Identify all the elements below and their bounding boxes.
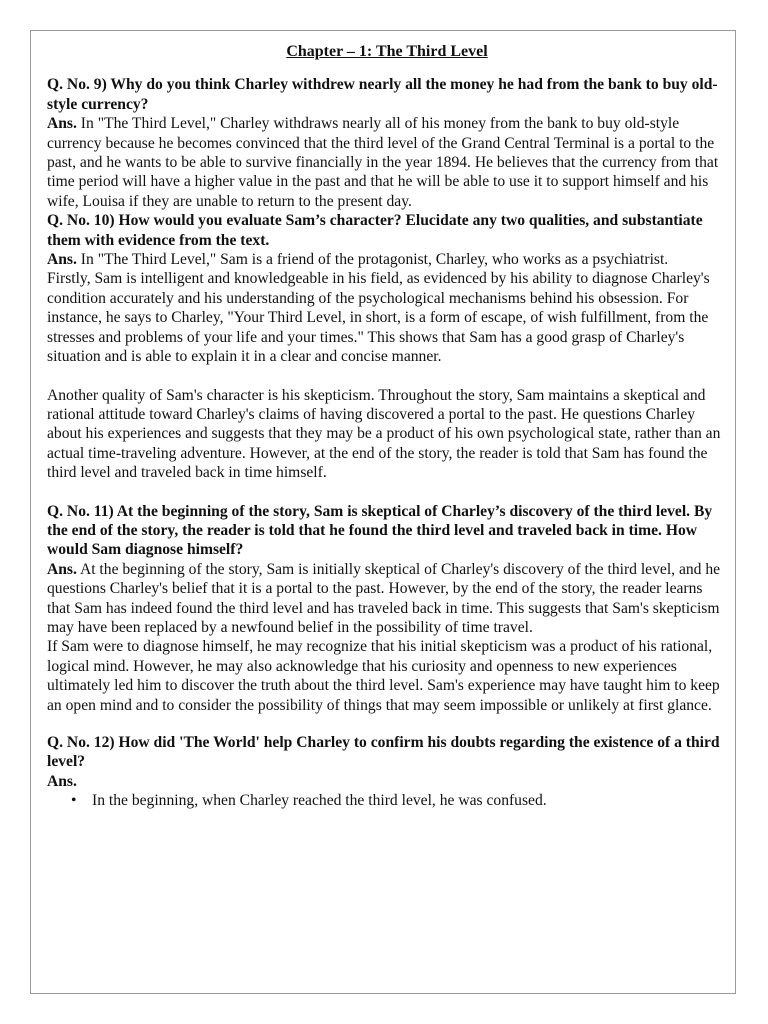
- answer-12-label: Ans.: [47, 772, 77, 790]
- answer-11-text: At the beginning of the story, Sam is initially skeptical of Charley's discovery of the third level, and he questions Charley's belief that it is a portal to the past. However, by the end of the story, the reader learns that Sam has indeed found the third level and has traveled back in time. This suggests that Sam's skepticism may have been replaced by a newfound belief in the possibility of time travel.: [47, 560, 721, 636]
- question-9: Q. No. 9) Why do you think Charley withdrew nearly all the money he had from the bank to buy old-style currency?: [47, 76, 718, 113]
- paragraph-gap: [47, 367, 727, 386]
- answer-label: Ans.: [47, 251, 77, 269]
- question-12: Q. No. 12) How did 'The World' help Charley to confirm his doubts regarding the existence of a third level?: [47, 734, 720, 771]
- answer-10-text: In "The Third Level," Sam is a friend of the protagonist, Charley, who works as a psychiatrist.: [76, 251, 669, 269]
- answer-9-text: In "The Third Level," Charley withdraws nearly all of his money from the bank to buy old-style currency because he becomes convinced that the third level of the Grand Central Terminal is a portal to the past, and he wants to be able to survive financially in the year 1894. He believes that the currency from that time period will have a higher value in the past and that he will be able to use it to support himself and his wife, Louisa if they are unable to return to the present day.: [47, 115, 719, 210]
- answer-10-paragraph-1: Firstly, Sam is intelligent and knowledgeable in his field, as evidenced by his ability to diagnose Charley's condition accurately and his understanding of the psychological mechanisms behind his obsession. For instance, he says to Charley, "Your Third Level, in short, is a form of escape, of wish fulfillment, from the stresses and problems of your life and your times." This shows that Sam has a good grasp of Charley's situation and is able to explain it in a clear and concise manner.: [47, 270, 710, 366]
- paragraph-gap: [47, 483, 727, 502]
- bullet-item: • In the beginning, when Charley reached the third level, he was confused.: [92, 791, 727, 810]
- answer-label: Ans.: [47, 560, 77, 578]
- answer-11: [47, 560, 727, 638]
- answer-9: [47, 114, 727, 211]
- answer-label: Ans.: [47, 115, 77, 133]
- answer-12-bullet-list: [47, 791, 727, 810]
- chapter-title: Chapter – 1: The Third Level: [286, 43, 488, 60]
- answer-10: [47, 250, 727, 269]
- question-10: Q. No. 10) How would you evaluate Sam’s character? Elucidate any two qualities, and substantiate them with evidence from the text.: [47, 212, 703, 249]
- question-11: Q. No. 11) At the beginning of the story, Sam is skeptical of Charley’s discovery of the third level. By the end of the story, the reader is told that he found the third level and traveled back in time. How would Sam diagnose himself?: [47, 502, 713, 559]
- answer-11-paragraph-1: If Sam were to diagnose himself, he may recognize that his initial skepticism was a product of his rational, logical mind. However, he may also acknowledge that his curiosity and openness to new experiences ultimately led him to discover the truth about the third level. Sam's experience may have taught him to keep an open mind and to consider the possibility of things that may seem impossible or unlikely at first glance.: [47, 638, 720, 714]
- document-body: [47, 42, 727, 811]
- paragraph-gap: [47, 715, 727, 733]
- answer-10-paragraph-2: Another quality of Sam's character is his skepticism. Throughout the story, Sam maintains a skeptical and rational attitude toward Charley's claims of having discovered a portal to the past. He questions Charley about his experiences and suggests that they may be a product of his own psychological state, rather than an actual time-traveling adventure. However, at the end of the story, the reader is told that Sam has found the third level and traveled back in time himself.: [47, 386, 721, 482]
